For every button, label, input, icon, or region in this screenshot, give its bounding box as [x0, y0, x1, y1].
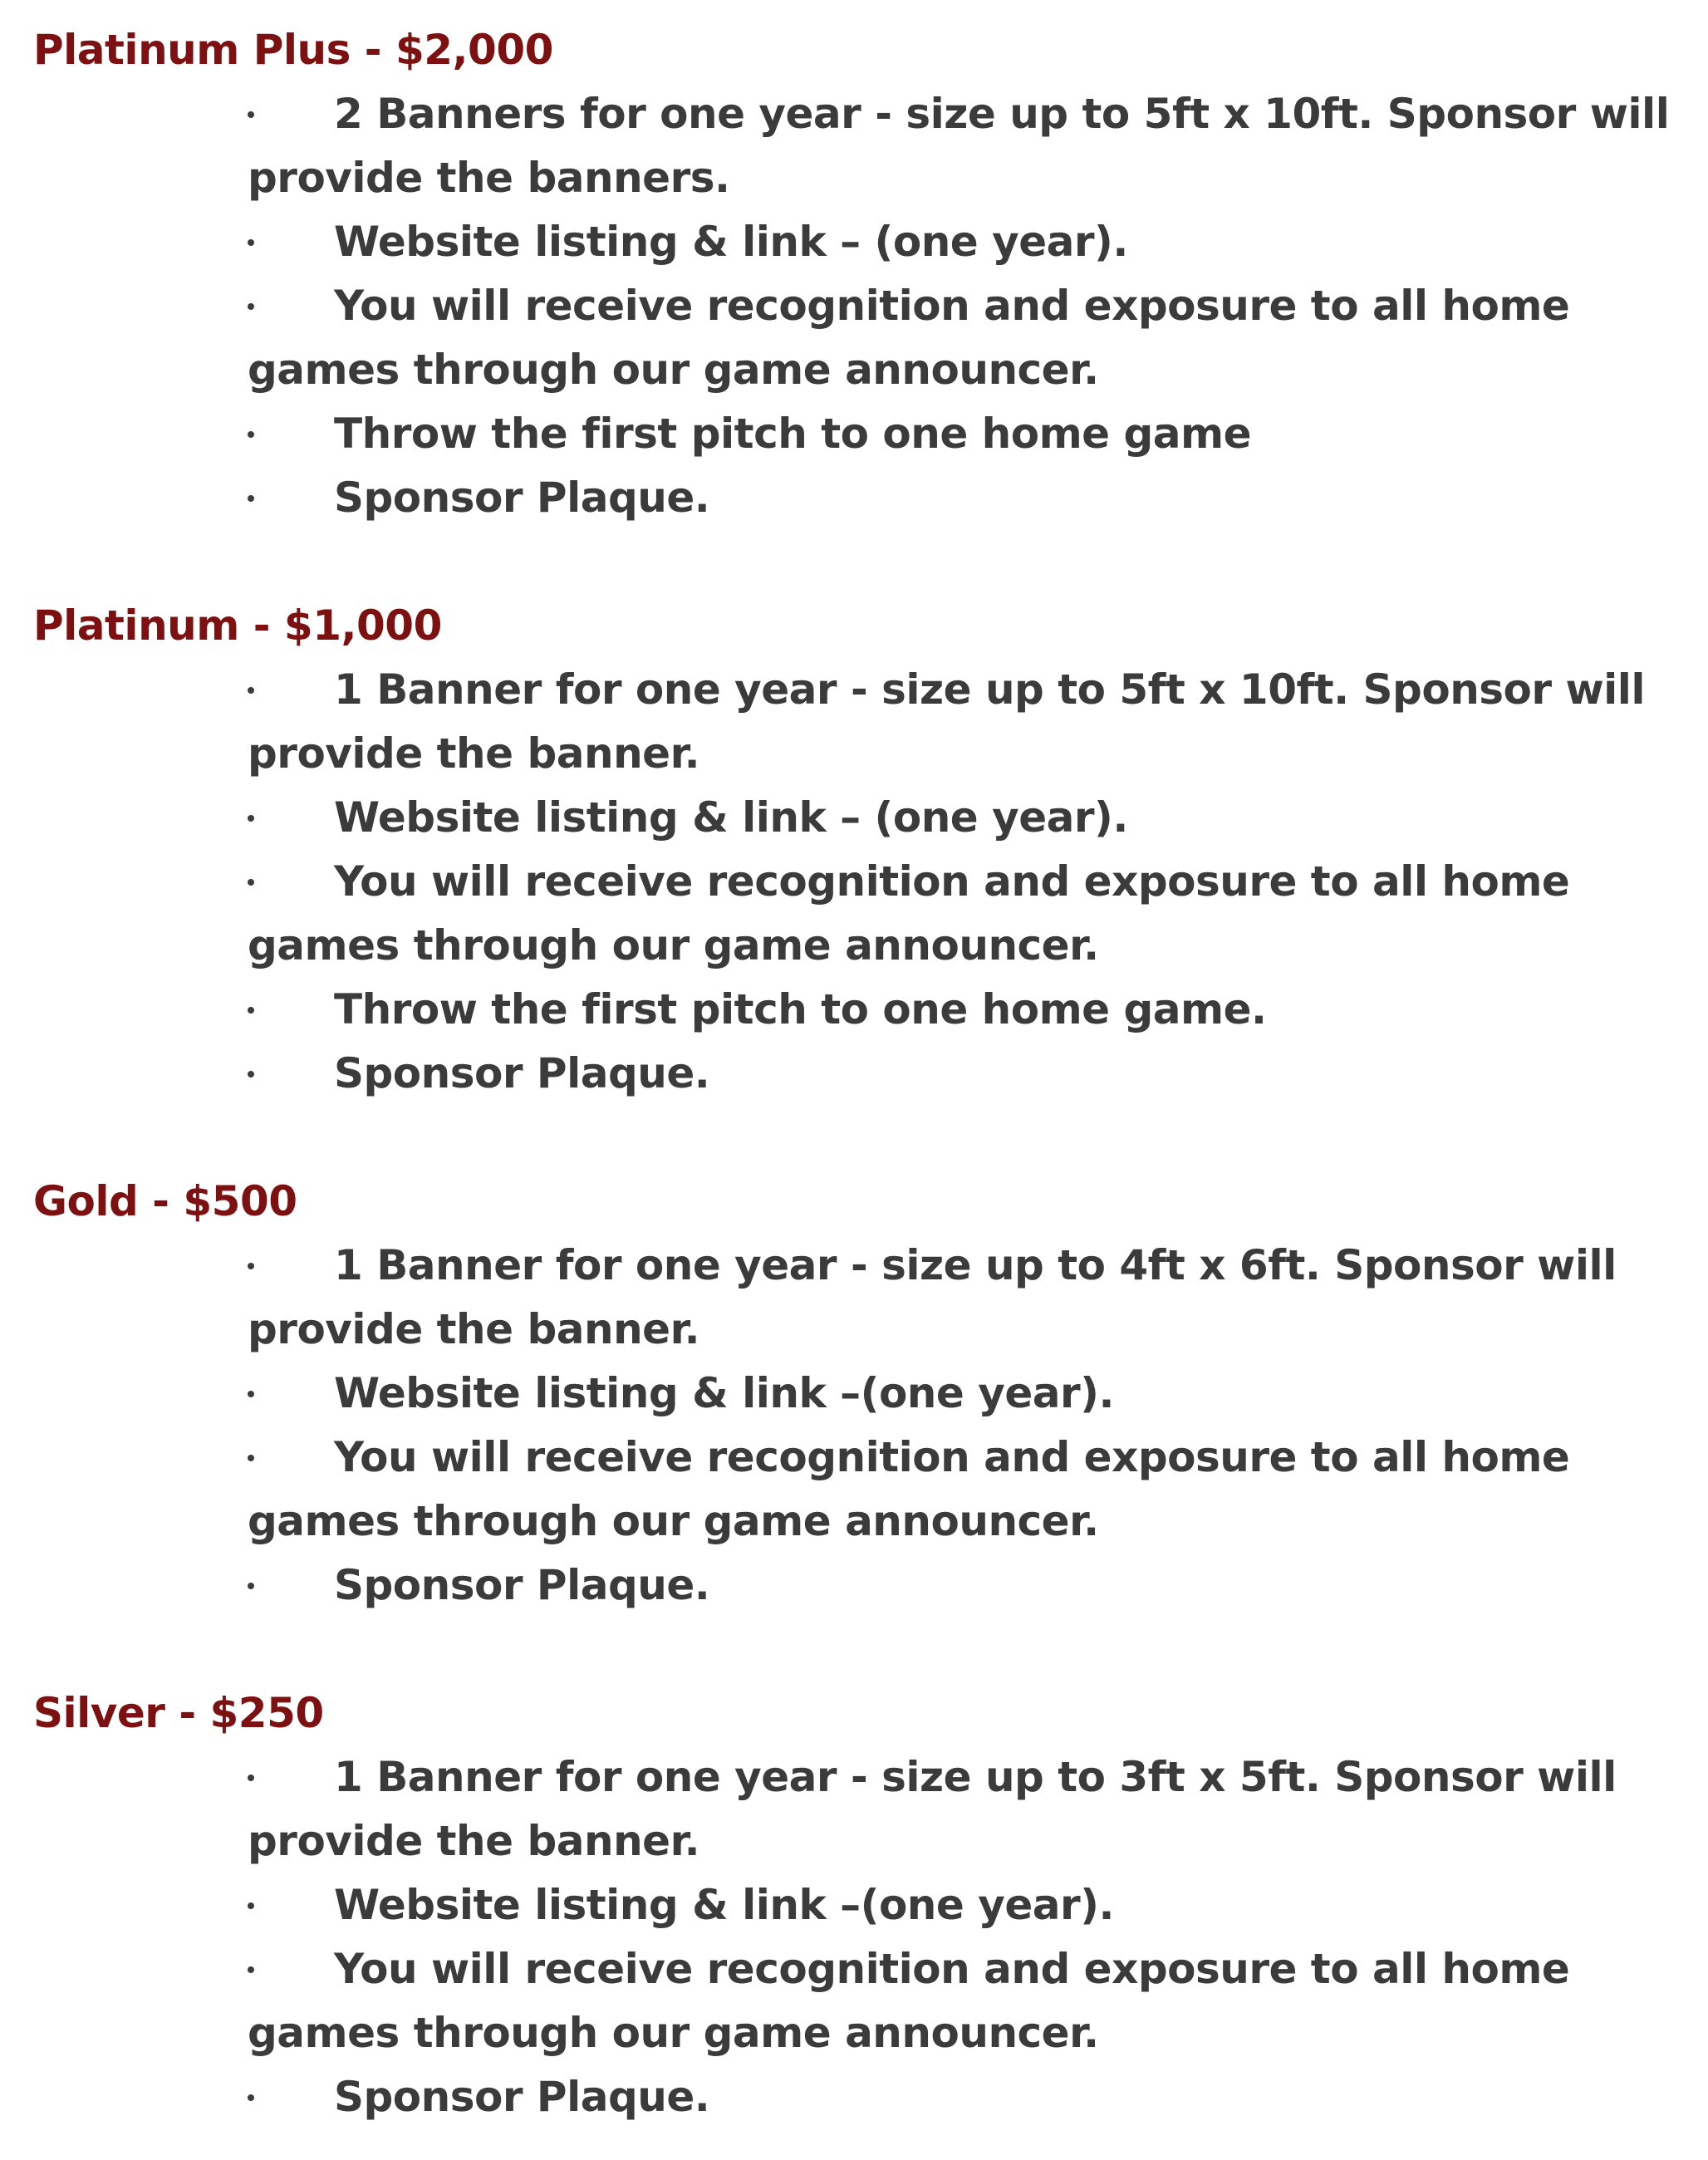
benefit-text: Throw the first pitch to one home game — [334, 410, 1252, 458]
list-item — [0, 850, 1695, 978]
benefit-text: You will receive recognition and exposure to all home games through our game announcer. — [248, 857, 1570, 970]
list-item — [0, 786, 1695, 850]
bullet-dot-icon — [248, 466, 258, 530]
tier-title: Platinum - $1,000 — [33, 601, 442, 650]
benefit-text: Sponsor Plaque. — [334, 2073, 710, 2121]
list-item — [0, 466, 1695, 530]
benefit-text: Website listing & link –(one year). — [334, 1369, 1114, 1417]
bullet-dot-icon — [248, 210, 258, 274]
list-item — [0, 658, 1695, 786]
list-item — [0, 1937, 1695, 2065]
bullet-dot-icon — [248, 82, 258, 146]
benefit-text: 1 Banner for one year - size up to 3ft x 5ft. Sponsor will provide the banner. — [248, 1753, 1617, 1865]
tier-title: Silver - $250 — [33, 1689, 324, 1737]
benefit-text: 1 Banner for one year - size up to 5ft x 10ft. Sponsor will provide the banner. — [248, 665, 1646, 778]
tier-title: Gold - $500 — [33, 1177, 297, 1225]
benefit-text: Website listing & link – (one year). — [334, 793, 1128, 842]
benefit-text: Sponsor Plaque. — [334, 474, 710, 522]
benefit-list — [0, 1234, 1708, 1618]
bullet-dot-icon — [248, 2065, 258, 2129]
benefit-list — [0, 82, 1708, 530]
list-item — [0, 1042, 1695, 1106]
list-item — [0, 2065, 1695, 2129]
list-item — [0, 82, 1695, 210]
benefit-text: You will receive recognition and exposure to all home games through our game announcer. — [248, 1433, 1570, 1545]
benefit-text: Sponsor Plaque. — [334, 1049, 710, 1097]
bullet-dot-icon — [248, 850, 258, 914]
bullet-dot-icon — [248, 658, 258, 722]
benefit-text: Website listing & link –(one year). — [334, 1881, 1114, 1929]
list-item — [0, 402, 1695, 466]
benefit-list — [0, 1745, 1708, 2129]
list-item — [0, 274, 1695, 402]
bullet-dot-icon — [248, 1937, 258, 2001]
bullet-dot-icon — [248, 1873, 258, 1937]
bullet-dot-icon — [248, 786, 258, 850]
bullet-dot-icon — [248, 978, 258, 1042]
bullet-dot-icon — [248, 1745, 258, 1809]
bullet-dot-icon — [248, 1042, 258, 1106]
list-item — [0, 1873, 1695, 1937]
benefit-text: You will receive recognition and exposure to all home games through our game announcer. — [248, 282, 1570, 394]
bullet-dot-icon — [248, 1554, 258, 1618]
benefit-text: 2 Banners for one year - size up to 5ft x 10ft. Sponsor will provide the banners. — [248, 90, 1670, 202]
benefit-text: Website listing & link – (one year). — [334, 218, 1128, 266]
benefit-text: You will receive recognition and exposure to all home games through our game announcer. — [248, 1945, 1570, 2057]
benefit-text: Sponsor Plaque. — [334, 1561, 710, 1609]
list-item — [0, 1234, 1695, 1362]
benefit-text: Throw the first pitch to one home game. — [334, 985, 1267, 1033]
list-item — [0, 1426, 1695, 1554]
bullet-dot-icon — [248, 1426, 258, 1490]
list-item — [0, 1554, 1695, 1618]
bullet-dot-icon — [248, 402, 258, 466]
benefit-text: 1 Banner for one year - size up to 4ft x 6ft. Sponsor will provide the banner. — [248, 1241, 1617, 1353]
tier-title: Platinum Plus - $2,000 — [33, 26, 553, 74]
bullet-dot-icon — [248, 1362, 258, 1426]
list-item — [0, 978, 1695, 1042]
list-item — [0, 210, 1695, 274]
list-item — [0, 1745, 1695, 1873]
bullet-dot-icon — [248, 274, 258, 338]
benefit-list — [0, 658, 1708, 1106]
list-item — [0, 1362, 1695, 1426]
bullet-dot-icon — [248, 1234, 258, 1298]
